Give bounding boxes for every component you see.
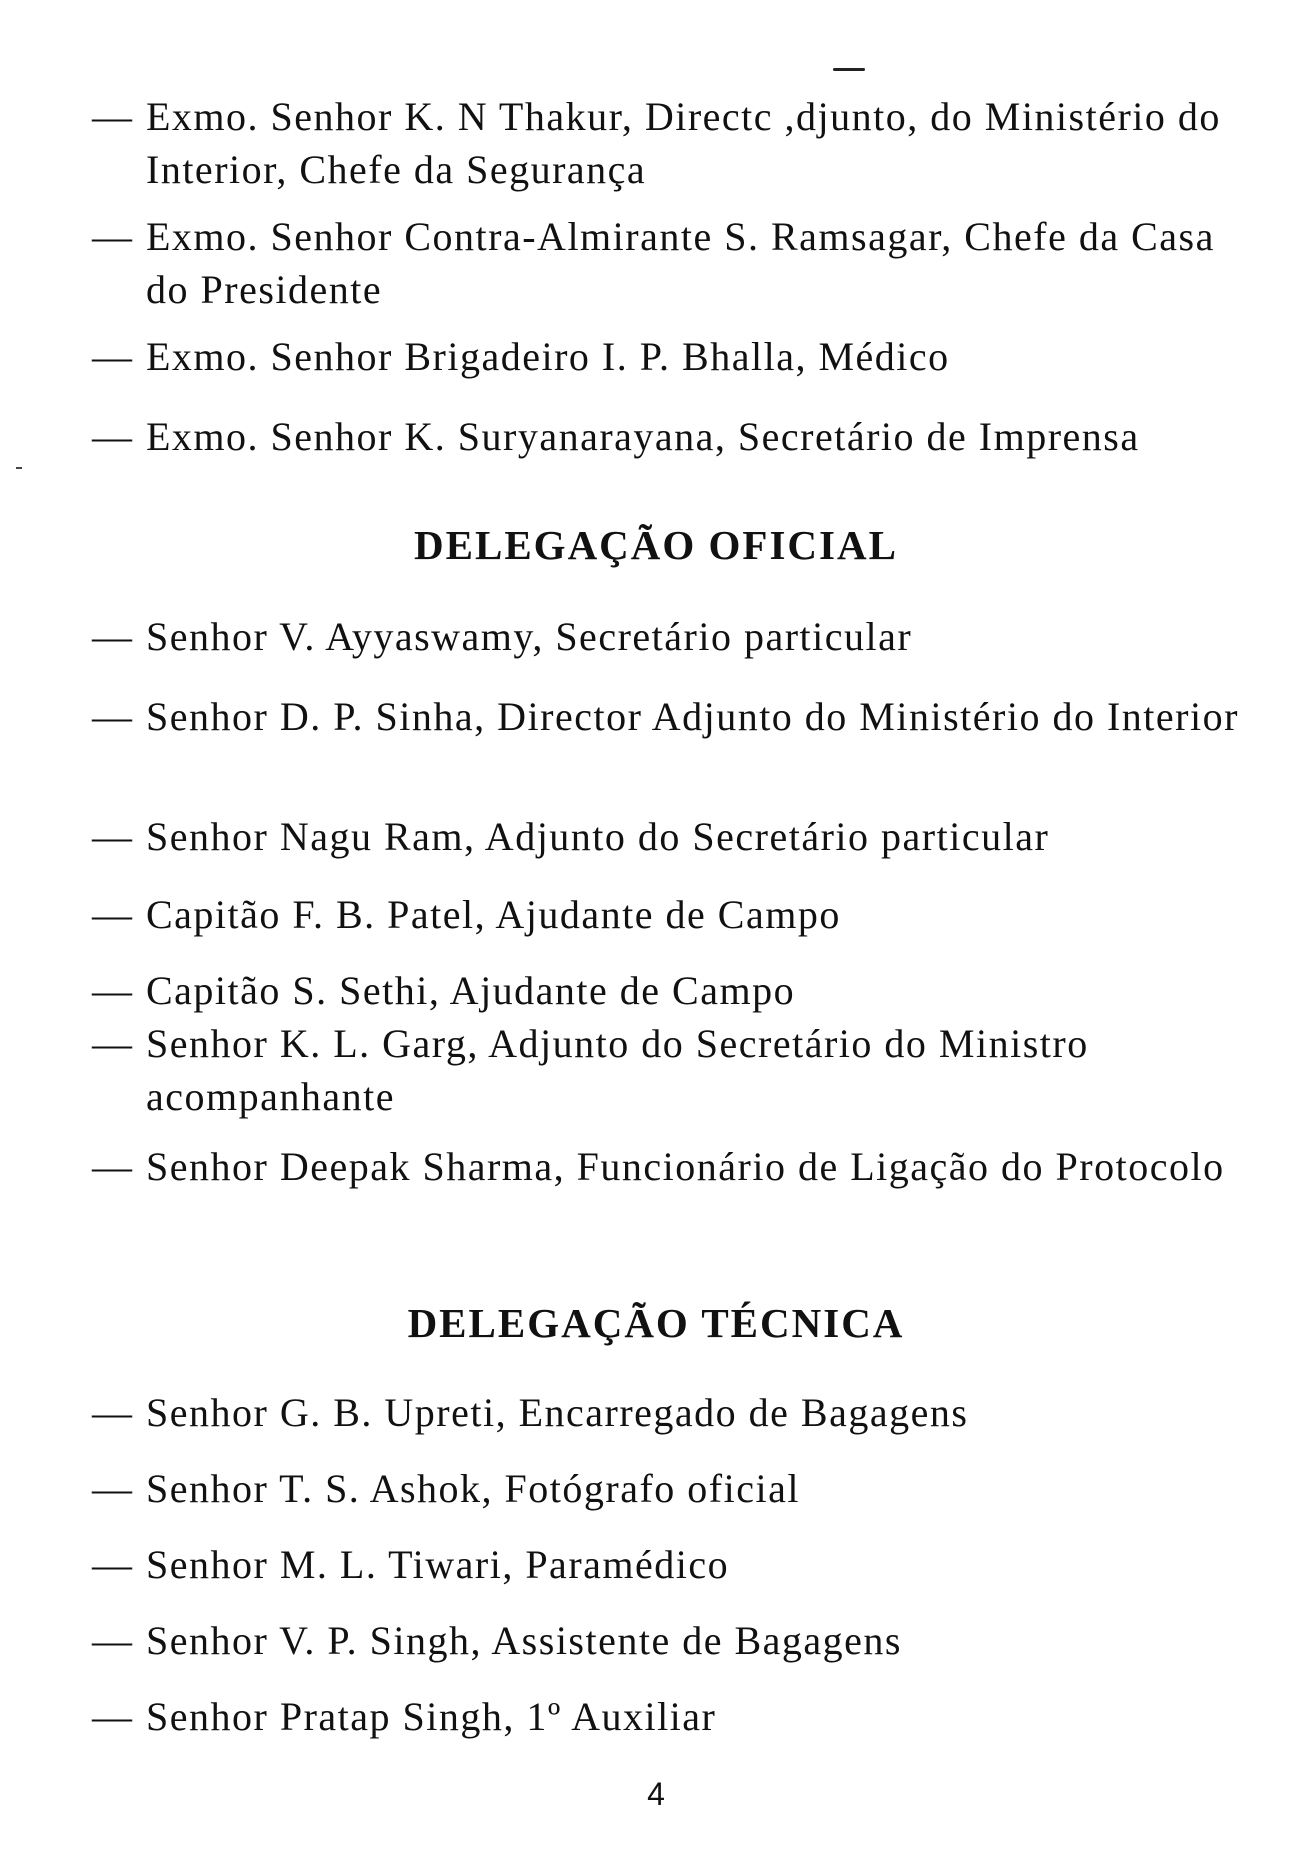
- dash-marker: —: [92, 1694, 134, 1739]
- list-item-text: Capitão S. Sethi, Ajudante de Campo: [146, 968, 796, 1013]
- dash-marker: —: [92, 334, 134, 379]
- dash-marker: —: [92, 814, 134, 859]
- list-item: [92, 810, 1242, 863]
- dash-marker: —: [92, 214, 134, 259]
- scan-mark: [833, 68, 865, 71]
- section-heading-oficial: DELEGAÇÃO OFICIAL: [414, 522, 898, 568]
- dash-marker: —: [92, 1542, 134, 1587]
- list-item-text: Exmo. Senhor Brigadeiro I. P. Bhalla, Médico: [146, 334, 950, 379]
- list-item-text: Exmo. Senhor K. Suryanarayana, Secretário de Imprensa: [146, 414, 1140, 459]
- dash-marker: —: [92, 614, 134, 659]
- list-item-text: Senhor V. P. Singh, Assistente de Bagagens: [146, 1618, 902, 1663]
- list-item: [92, 1462, 1242, 1515]
- list-item: [92, 1614, 1242, 1667]
- dash-marker: —: [92, 94, 134, 139]
- list-item: [92, 888, 1242, 941]
- dash-marker: —: [92, 892, 134, 937]
- page-number: 4: [647, 1776, 665, 1812]
- dash-marker: —: [92, 1144, 134, 1189]
- list-item: [92, 610, 1242, 663]
- list-item: [92, 690, 1242, 743]
- list-item-text: Senhor V. Ayyaswamy, Secretário particular: [146, 614, 913, 659]
- list-item-text: Capitão F. B. Patel, Ajudante de Campo: [146, 892, 841, 937]
- dash-marker: —: [92, 968, 134, 1013]
- dash-marker: —: [92, 1021, 134, 1066]
- list-item: [92, 1690, 1242, 1743]
- list-item: [92, 210, 1242, 316]
- list-item-text: Senhor G. B. Upreti, Encarregado de Bagagens: [146, 1390, 969, 1435]
- list-item-text: Senhor D. P. Sinha, Director Adjunto do Ministério do Interior: [146, 694, 1239, 739]
- list-item: [92, 1538, 1242, 1591]
- list-item: [92, 410, 1242, 463]
- list-item-text: Exmo. Senhor K. N Thakur, Directc ,djunto, do Ministério do Interior, Chefe da Segurança: [146, 94, 1221, 192]
- dash-marker: —: [92, 1390, 134, 1435]
- scan-speck: [16, 467, 22, 469]
- list-item: [92, 1017, 1242, 1123]
- list-item-text: Senhor Nagu Ram, Adjunto do Secretário particular: [146, 814, 1050, 859]
- list-item: [92, 330, 1242, 383]
- dash-marker: —: [92, 1466, 134, 1511]
- section-heading-tecnica: DELEGAÇÃO TÉCNICA: [407, 1300, 905, 1346]
- dash-marker: —: [92, 1618, 134, 1663]
- list-item-text: Senhor K. L. Garg, Adjunto do Secretário do Ministro acompanhante: [146, 1021, 1089, 1119]
- dash-marker: —: [92, 694, 134, 739]
- list-item: [92, 1140, 1242, 1193]
- list-item-text: Senhor T. S. Ashok, Fotógrafo oficial: [146, 1466, 800, 1511]
- list-item-text: Senhor M. L. Tiwari, Paramédico: [146, 1542, 730, 1587]
- list-item-text: Exmo. Senhor Contra-Almirante S. Ramsagar, Chefe da Casa do Presidente: [146, 214, 1215, 312]
- list-item-text: Senhor Deepak Sharma, Funcionário de Ligação do Protocolo: [146, 1144, 1225, 1189]
- dash-marker: —: [92, 414, 134, 459]
- list-item: [92, 1386, 1242, 1439]
- list-item: [92, 964, 1242, 1017]
- list-item: [92, 90, 1242, 196]
- list-item-text: Senhor Pratap Singh, 1º Auxiliar: [146, 1694, 717, 1739]
